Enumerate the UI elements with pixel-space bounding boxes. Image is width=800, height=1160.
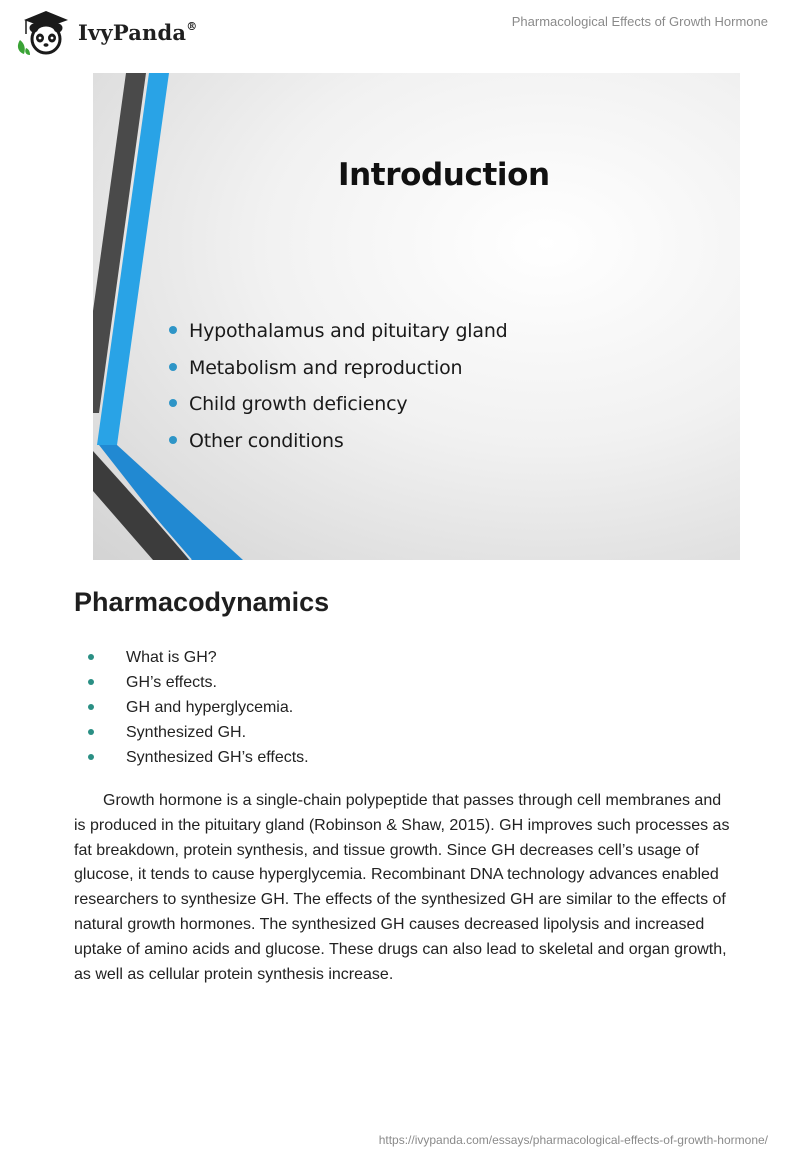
bullet-dot-icon <box>88 754 94 760</box>
bullet-dot-icon <box>88 654 94 660</box>
list-item: What is GH? <box>88 645 309 670</box>
bullet-dot-icon <box>88 704 94 710</box>
list-item: GH and hyperglycemia. <box>88 695 309 720</box>
body-paragraph: Growth hormone is a single-chain polypeptide that passes through cell membranes and is produced in the pituitary gland (Robinson & Shaw, 2015). GH improves such processes as fat breakdown, protein synthesis, and tissue growth. Since GH decreases cell’s usage of glucose, it tends to cause hyperglycemia. Recombinant DNA technology advances enabled researchers to synthesize GH. The effects of the synthesized GH are similar to the effects of natural growth hormones. The synthesized GH causes decreased lipolysis and increased uptake of amino acids and glucose. These drugs can also lead to skeletal and organ growth, as well as cellular protein synthesis increase. <box>74 792 730 983</box>
source-url-link[interactable]: https://ivypanda.com/essays/pharmacological-effects-of-growth-hormone/ <box>378 1133 768 1147</box>
page-header <box>0 0 800 60</box>
slide-bullet-item: Metabolism and reproduction <box>169 350 508 387</box>
bullet-dot-icon <box>169 326 177 334</box>
slide-title: Introduction <box>338 157 550 193</box>
bullet-dot-icon <box>169 363 177 371</box>
slide-bullet-item: Child growth deficiency <box>169 386 508 423</box>
slide-bullet-item: Other conditions <box>169 423 508 460</box>
list-item: GH’s effects. <box>88 670 309 695</box>
bullet-dot-icon <box>88 729 94 735</box>
slide-image <box>93 73 740 560</box>
bullet-dot-icon <box>88 679 94 685</box>
slide-bullet-item: Hypothalamus and pituitary gland <box>169 313 508 350</box>
slide-bullet-list <box>169 313 508 459</box>
document-title: Pharmacological Effects of Growth Hormone <box>511 14 768 29</box>
section-heading: Pharmacodynamics <box>74 587 330 617</box>
panda-logo-icon <box>14 8 74 56</box>
list-item: Synthesized GH. <box>88 720 309 745</box>
list-item: Synthesized GH’s effects. <box>88 745 309 770</box>
bullet-dot-icon <box>169 436 177 444</box>
section-bullet-list <box>88 645 309 770</box>
brand-name[interactable]: IvyPanda® <box>78 20 198 45</box>
bullet-dot-icon <box>169 399 177 407</box>
